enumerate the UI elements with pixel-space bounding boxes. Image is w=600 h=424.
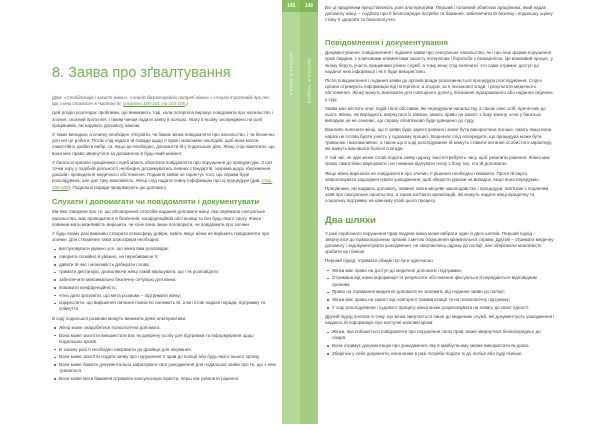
right-page — [325, 5, 555, 360]
list-item: Отримана від жінки інформація та результати обстеження фіксуються й передаються відповідним органам; — [325, 275, 555, 287]
page-number-left: 145 — [282, 0, 300, 12]
section-heading-two-ways: Два шляхи — [325, 214, 377, 226]
paragraph-text: У багатьох країнах працівники служб мають обов'язок повідомляти про порушення до прокуратури. З цієї точки зору у подібній діяльності необхідно дотримуватись певних стандартів, зокрема щодо збереження доказів і проведення медичного обстеження. Подання заяви не гарантує того, що справа буде розслідувана, але дає таку можливість. Жінці слід надати повну інформацію про ці процедури (див. — [52, 159, 273, 184]
list-item: чітко дати зрозуміти, що мета розмови – підтримати жінку; — [52, 293, 277, 299]
trust-checklist — [52, 246, 277, 312]
intro-text: (Див. «Стабілізація і захист жінки», «Аналіз безпосередніх потреб жінки» і «Аналіз її розповіді про те, що з нею сталося» в Частині ІІІ, — [52, 95, 270, 107]
chapter-title: 8. Заява про зґвалтування — [52, 65, 231, 81]
second-approach-list — [325, 329, 555, 357]
body-paragraph: Якщо жінка вирішила не повідомляти про злочин, її рішення необхідно поважати. Проте їй варто запропонувати задокументувати ушкодження, щоб зберегти докази на випадок, якщо вона передумає. — [325, 170, 540, 182]
spine-label-right: ЧАСТИНА III. РОЗДІЛ 8 — [307, 58, 311, 104]
list-item: Жінка має право на захист від повторної травматизації та на психологічну підтримку; — [325, 297, 555, 303]
list-item: Зберігши у себе документи, вона може в разі потреби подати їх до поліції або суду пізніше. — [325, 351, 555, 357]
list-item: Жінка має право на доступ до медичної допомоги і підтримки; — [325, 268, 555, 274]
list-item: Вона може захотіти подати заяву про порушення її прав до поліції або будь-якого іншого органу. — [52, 354, 277, 360]
second-approach-intro: Другий підхід полягає в тому, що жінка звертається лише до медичних служб, які документують ушкодження і надають їй інформацію про наступні можливі кроки: — [325, 313, 555, 326]
body-paragraph: Документування, повідомлення і подання заяви про сексуальне насильство, як і про інші форми порушення прав людини, є ключовими елементами захисту потерпілих і боротьби з безкарністю. Це важливий процес, у якому беруть участь працівники різних служб, а тому жінці слід пояснити, хто саме отримає доступ до наданої нею інформації і як її буде використано. — [325, 50, 554, 74]
body-paragraph: Важливо пояснити жінці, що її заява буде зареєстрована і може бути використана пізніше, навіть якщо вона наразі не готова брати участь у судовому процесі. Водночас слід попередити, що процедура може бути тривалою і виснажливою, а також що в ході розслідування їй можуть ставити питання особистого характеру, які можуть викликати болісні спогади. — [325, 127, 553, 151]
list-item: Жінці може знадобитися психологічна допомога. — [52, 325, 277, 331]
first-approach-list — [325, 268, 555, 311]
paragraph-text-end: ). Подальші поради продовжують цю допомогу. — [68, 184, 168, 190]
list-item: В такому разі її необхідно направити до фахівця для лікування. — [52, 347, 277, 353]
spine-band-right — [300, 0, 318, 424]
alternatives-intro: В ході подальшої розмови можуть виникати деякі альтернативи: — [52, 315, 187, 321]
list-item: Вона отримує документацію про ушкодження, яку в майбутньому зможе використати як доказ. — [325, 343, 555, 349]
body-paragraph — [52, 160, 277, 191]
list-item: вислуховувати уважно усе, що жінка вам розповідає; — [52, 246, 277, 252]
body-paragraph: У таких випадках спочатку необхідно з'ясувати, чи бажає жінка повідомляти про насильство, і чи безпечно для неї це робити. Потім слід надати їй поради щодо її прав і можливих наслідків, щоб вона могла самостійно зробити вибір, та, якщо це необхідно, допомогти їй у подальших діях. Жінці слід пам'ятати, що вона має право звернутися за допомогою в будь-який момент. — [52, 132, 275, 156]
body-paragraph: У разі серйозного порушення прав людини жінка може вибрати один із двох шляхів. Перший підхід – звернутися до правоохоронних органів з метою порушення кримінальної справи. Другий – отримати медичну допомогу і задокументувати ушкодження, не звертаючись одразу до поліції, але зберігаючи можливість зробити це пізніше. — [325, 230, 554, 255]
first-approach-intro: Перший підхід: отримати обидві послуги одночасно. — [325, 258, 434, 264]
body-paragraph: Всі ці працівники представляють різні альтернативи. Перший і головний обов'язок працівника, який надає допомогу жінці, – подбати про її безпосередні потреби та бажання, забезпечити їй безпеку і подальшу оцінку стану її здоров'я та благополуччя. — [325, 5, 553, 23]
body-paragraph: Ми вже говорили про те, що обговорення способів надання допомоги жінці, яка пережила сексуальне насильство, має проводитися в безпечній, конфіденційній обстановці та без будь-якого тиску. Жінка повинна мати можливість вирішити, чи хоче вона лише поговорити, чи повідомити про злочин. — [52, 209, 266, 227]
list-item: У ході розслідування і судового процесу жінка може розраховувати на повагу до своєї гідності. — [325, 305, 555, 311]
page-reference-link[interactable]: стор. 100-105 — [52, 178, 273, 190]
body-paragraph: Цей розділ розглядає проблеми, що виникають тоді, коли потерпіла вирішує повідомити про насильство і злочин, скоєний проти неї, і таким чином подати заяву в поліцію. Увагу в ньому зосереджено на ролі працівників, які надають допомогу жінкам. — [52, 110, 273, 128]
list-item: Право на отримання медичної допомоги не залежить від подання заяви до поліції; — [325, 289, 555, 295]
section-heading-listen: Слухати і допомагати чи повідомляти і документувати — [52, 196, 260, 206]
body-paragraph: У будь-якому разі важливо створити атмосферу довіри, навіть якщо жінка не вирішить повідомляти про злочин. Для створення такої атмосфери необхідно: — [52, 230, 270, 243]
list-item: давати їй час і можливість добирати слова; — [52, 262, 277, 268]
body-paragraph: Працівники, які надають допомогу, повинні знати місцеве законодавство і процедури, пов'язані з поданням заяв про сексуальне насильство, а також контакти організацій, які можуть надати жінці юридичну та соціальну підтримку на кожному етапі цього процесу. — [325, 185, 549, 204]
list-item: тримати дистанцію, дозволяючи жінці самій вирішувати, що і як розповідати; — [52, 269, 277, 275]
body-paragraph: Після повідомлення і подання заяви до органів влади розпочинається процедура розслідування. Слідчі органи отримують інформацію від потерпілої, а згодом, за її письмової згоди, і результати медичного обстеження. Жінку можуть викликати для повторного допиту, впізнання підозрюваного або надання свідчень у суді. — [325, 77, 553, 102]
list-item: Вона може захотіти використати вас як довірену особу для підтримки та інформування щодо подальших кроків. — [52, 333, 277, 345]
list-item: говорити спокійно й уважно, не перебиваючи її; — [52, 254, 277, 260]
spine-band-left — [282, 0, 300, 424]
intro-text-end: .) — [185, 101, 188, 107]
list-item: Жінка, яка побоюється повідомляти про порушення своїх прав, може звернутися безпосередньо до лікаря. — [325, 329, 555, 341]
intro-note — [52, 95, 277, 107]
list-item: підкреслити, що вирішення питання повністю належить їй, а ви готові надати поради, підтримку та співчуття. — [52, 300, 277, 312]
list-item: Вона може мати бажання отримати консультацію юриста, перш ніж ухвалити рішення. — [52, 376, 277, 382]
intro-page-link[interactable]: сторінки 100-101 та 103-105 — [123, 101, 186, 107]
alternatives-list — [52, 325, 277, 382]
body-paragraph: У той час, як одні жінки готові подати заяву одразу, інші потребують часу, щоб ухвалити рішення. Жінка має право самостійно вирішувати і не повинна відчувати тиску з боку тих, хто їй допомагає. — [325, 155, 550, 167]
page-number-right: 146 — [300, 0, 318, 12]
body-paragraph: Заява має містити опис подій і всіх обставин, які передували насильству, а також опис осіб, причетних до нього. Жінки, які вирішують звернутися із заявою, мають право на захист з боку закону, хоча у багатьох випадках це не означає, що справу обов'язково буде доведено до суду. — [325, 105, 546, 124]
list-item: Вона може бажати документально зафіксувати свої ушкодження для подальшої заяви про те, що з нею трапилося. — [52, 362, 277, 374]
section-heading-reporting: Повідомлення і документування — [325, 37, 449, 47]
list-item: поважати конфіденційність; — [52, 285, 277, 291]
spine-label-left: ЧАСТИНА III. ГЛАВА 8 — [289, 52, 293, 96]
list-item: забезпечити максимально безпечну ситуацію для жінки; — [52, 277, 277, 283]
left-page — [52, 64, 277, 385]
